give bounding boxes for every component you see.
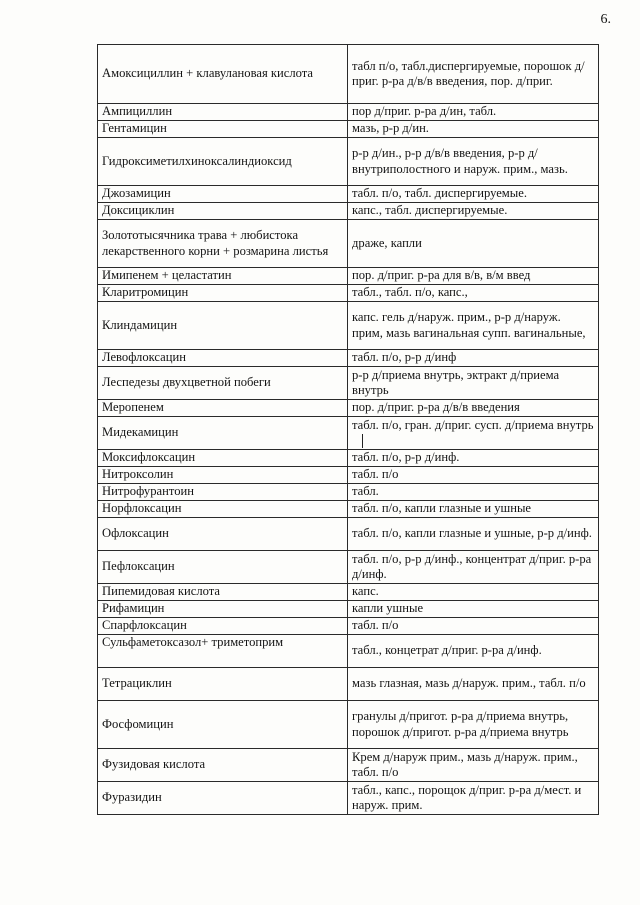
dosage-forms-text: табл. п/о, капли глазные и ушные [352,501,532,516]
dosage-forms-text: Крем д/наруж прим., мазь д/наруж. прим., табл. п/о [352,749,578,779]
dosage-forms-cell [348,668,599,701]
dosage-forms-cell [348,186,599,203]
table-row [98,138,599,186]
dosage-forms-cell [348,501,599,518]
dosage-forms-cell [348,618,599,635]
dosage-forms-text: гранулы д/пригот. р-ра д/приема внутрь, порошок д/пригот. р-ра д/приема внутрь [352,709,569,739]
drug-table [97,44,599,815]
drug-name-cell: Офлоксацин [98,518,348,551]
dosage-forms-cell [348,138,599,186]
dosage-forms-text: табл. п/о [352,467,399,482]
dosage-forms-cell [348,551,599,584]
dosage-forms-cell [348,484,599,501]
dosage-forms-cell [348,302,599,350]
table-row [98,601,599,618]
drug-name-cell: Меропенем [98,400,348,417]
table-row [98,186,599,203]
dosage-forms-cell [348,220,599,268]
dosage-forms-cell [348,635,599,668]
drug-name-cell: Леспедезы двухцветной побеги [98,367,348,400]
dosage-forms-text: табл. п/о, гран. д/приг. сусп. д/приема внутрь [352,417,594,432]
dosage-forms-text: табл. п/о, р-р д/инф. [352,450,460,465]
drug-name-cell: Моксифлоксацин [98,450,348,467]
table-row [98,584,599,601]
dosage-forms-cell [348,701,599,749]
dosage-forms-text: пор. д/приг. р-ра для в/в, в/м введ [352,268,531,283]
dosage-forms-text: табл. п/о, табл. диспергируемые. [352,186,527,201]
dosage-forms-cell [348,749,599,782]
table-row [98,350,599,367]
dosage-forms-cell [348,268,599,285]
drug-name-cell: Гидроксиметилхиноксалиндиоксид [98,138,348,186]
dosage-forms-text: табл. [352,484,379,499]
table-row [98,302,599,350]
dosage-forms-text: пор д/приг. р-ра д/ин, табл. [352,104,497,119]
dosage-forms-cell [348,417,599,450]
dosage-forms-text: табл. п/о [352,618,399,633]
dosage-forms-text: табл., концетрат д/приг. р-ра д/инф. [352,643,542,658]
table-row [98,121,599,138]
table-row [98,268,599,285]
dosage-forms-cell [348,400,599,417]
dosage-forms-text: мазь, р-р д/ин. [352,121,429,136]
dosage-forms-text: р-р д/ин., р-р д/в/в введения, р-р д/внутриполостного и наруж. прим., мазь. [352,146,568,176]
dosage-forms-cell [348,467,599,484]
table-row [98,518,599,551]
table-body [98,45,599,815]
table-row [98,367,599,400]
drug-name-cell: Спарфлоксацин [98,618,348,635]
drug-name-cell: Мидекамицин [98,417,348,450]
table-row [98,749,599,782]
dosage-forms-text: табл., табл. п/о, капс., [352,285,468,300]
drug-name-cell: Джозамицин [98,186,348,203]
table-row [98,635,599,668]
dosage-forms-cell [348,584,599,601]
dosage-forms-text: табл п/о, табл.диспергируемые, порошок д/приг. р-ра д/в/в введения, пор. д/приг. [352,58,585,88]
text-cursor-mark [362,434,363,448]
table-row [98,668,599,701]
dosage-forms-cell [348,350,599,367]
drug-name-cell: Кларитромицин [98,285,348,302]
dosage-forms-text: драже, капли [352,235,422,250]
dosage-forms-text: табл., капс., порощок д/приг. р-ра д/мест. и наруж. прим. [352,782,582,812]
dosage-forms-cell [348,782,599,815]
dosage-forms-cell [348,518,599,551]
table-row [98,285,599,302]
drug-name-cell: Фузидовая кислота [98,749,348,782]
dosage-forms-text: табл. п/о, р-р д/инф., концентрат д/приг. р-ра д/инф. [352,551,592,581]
dosage-forms-text: пор. д/приг. р-ра д/в/в введения [352,400,520,415]
drug-name-cell: Левофлоксацин [98,350,348,367]
table-row [98,618,599,635]
drug-name-cell: Рифамицин [98,601,348,618]
table-row [98,45,599,104]
dosage-forms-text: табл. п/о, капли глазные и ушные, р-р д/инф. [352,526,592,541]
drug-name-cell: Клиндамицин [98,302,348,350]
table-row [98,501,599,518]
table-row [98,417,599,450]
drug-name-cell: Фуразидин [98,782,348,815]
dosage-forms-text: мазь глазная, мазь д/наруж. прим., табл. п/о [352,676,586,691]
drug-name-cell: Норфлоксацин [98,501,348,518]
drug-name-cell: Пипемидовая кислота [98,584,348,601]
table-row [98,104,599,121]
table-row [98,450,599,467]
dosage-forms-cell [348,601,599,618]
dosage-forms-text: капли ушные [352,601,424,616]
dosage-forms-cell [348,203,599,220]
drug-name-cell: Тетрациклин [98,668,348,701]
dosage-forms-text: капс. [352,584,379,599]
dosage-forms-cell [348,285,599,302]
table-row [98,484,599,501]
page-number: 6. [600,12,611,27]
table-row [98,220,599,268]
dosage-forms-text: капс., табл. диспергируемые. [352,203,508,218]
drug-name-cell: Золототысячника трава + любистока лекарственного корни + розмарина листья [98,220,348,268]
dosage-forms-text: р-р д/приема внутрь, эктракт д/приема внутрь [352,367,560,397]
dosage-forms-text: табл. п/о, р-р д/инф [352,350,457,365]
table-row [98,400,599,417]
drug-name-cell: Имипенем + целастатин [98,268,348,285]
drug-name-cell: Сульфаметоксазол+ триметоприм [98,635,348,668]
drug-name-cell: Доксициклин [98,203,348,220]
drug-name-cell: Пефлоксацин [98,551,348,584]
drug-name-cell: Ампициллин [98,104,348,121]
dosage-forms-cell [348,104,599,121]
dosage-forms-cell [348,450,599,467]
drug-name-cell: Амоксициллин + клавулановая кислота [98,45,348,104]
drug-name-cell: Фосфомицин [98,701,348,749]
drug-name-cell: Нитроксолин [98,467,348,484]
drug-name-cell: Нитрофурантоин [98,484,348,501]
drug-name-cell: Гентамицин [98,121,348,138]
dosage-forms-cell [348,121,599,138]
table-row [98,203,599,220]
table-row [98,551,599,584]
table-row [98,782,599,815]
table-row [98,467,599,484]
dosage-forms-cell [348,367,599,400]
dosage-forms-cell [348,45,599,104]
dosage-forms-text: капс. гель д/наруж. прим., р-р д/наруж. прим, мазь вагинальная супп. вагинальные, [352,310,586,340]
table-row [98,701,599,749]
